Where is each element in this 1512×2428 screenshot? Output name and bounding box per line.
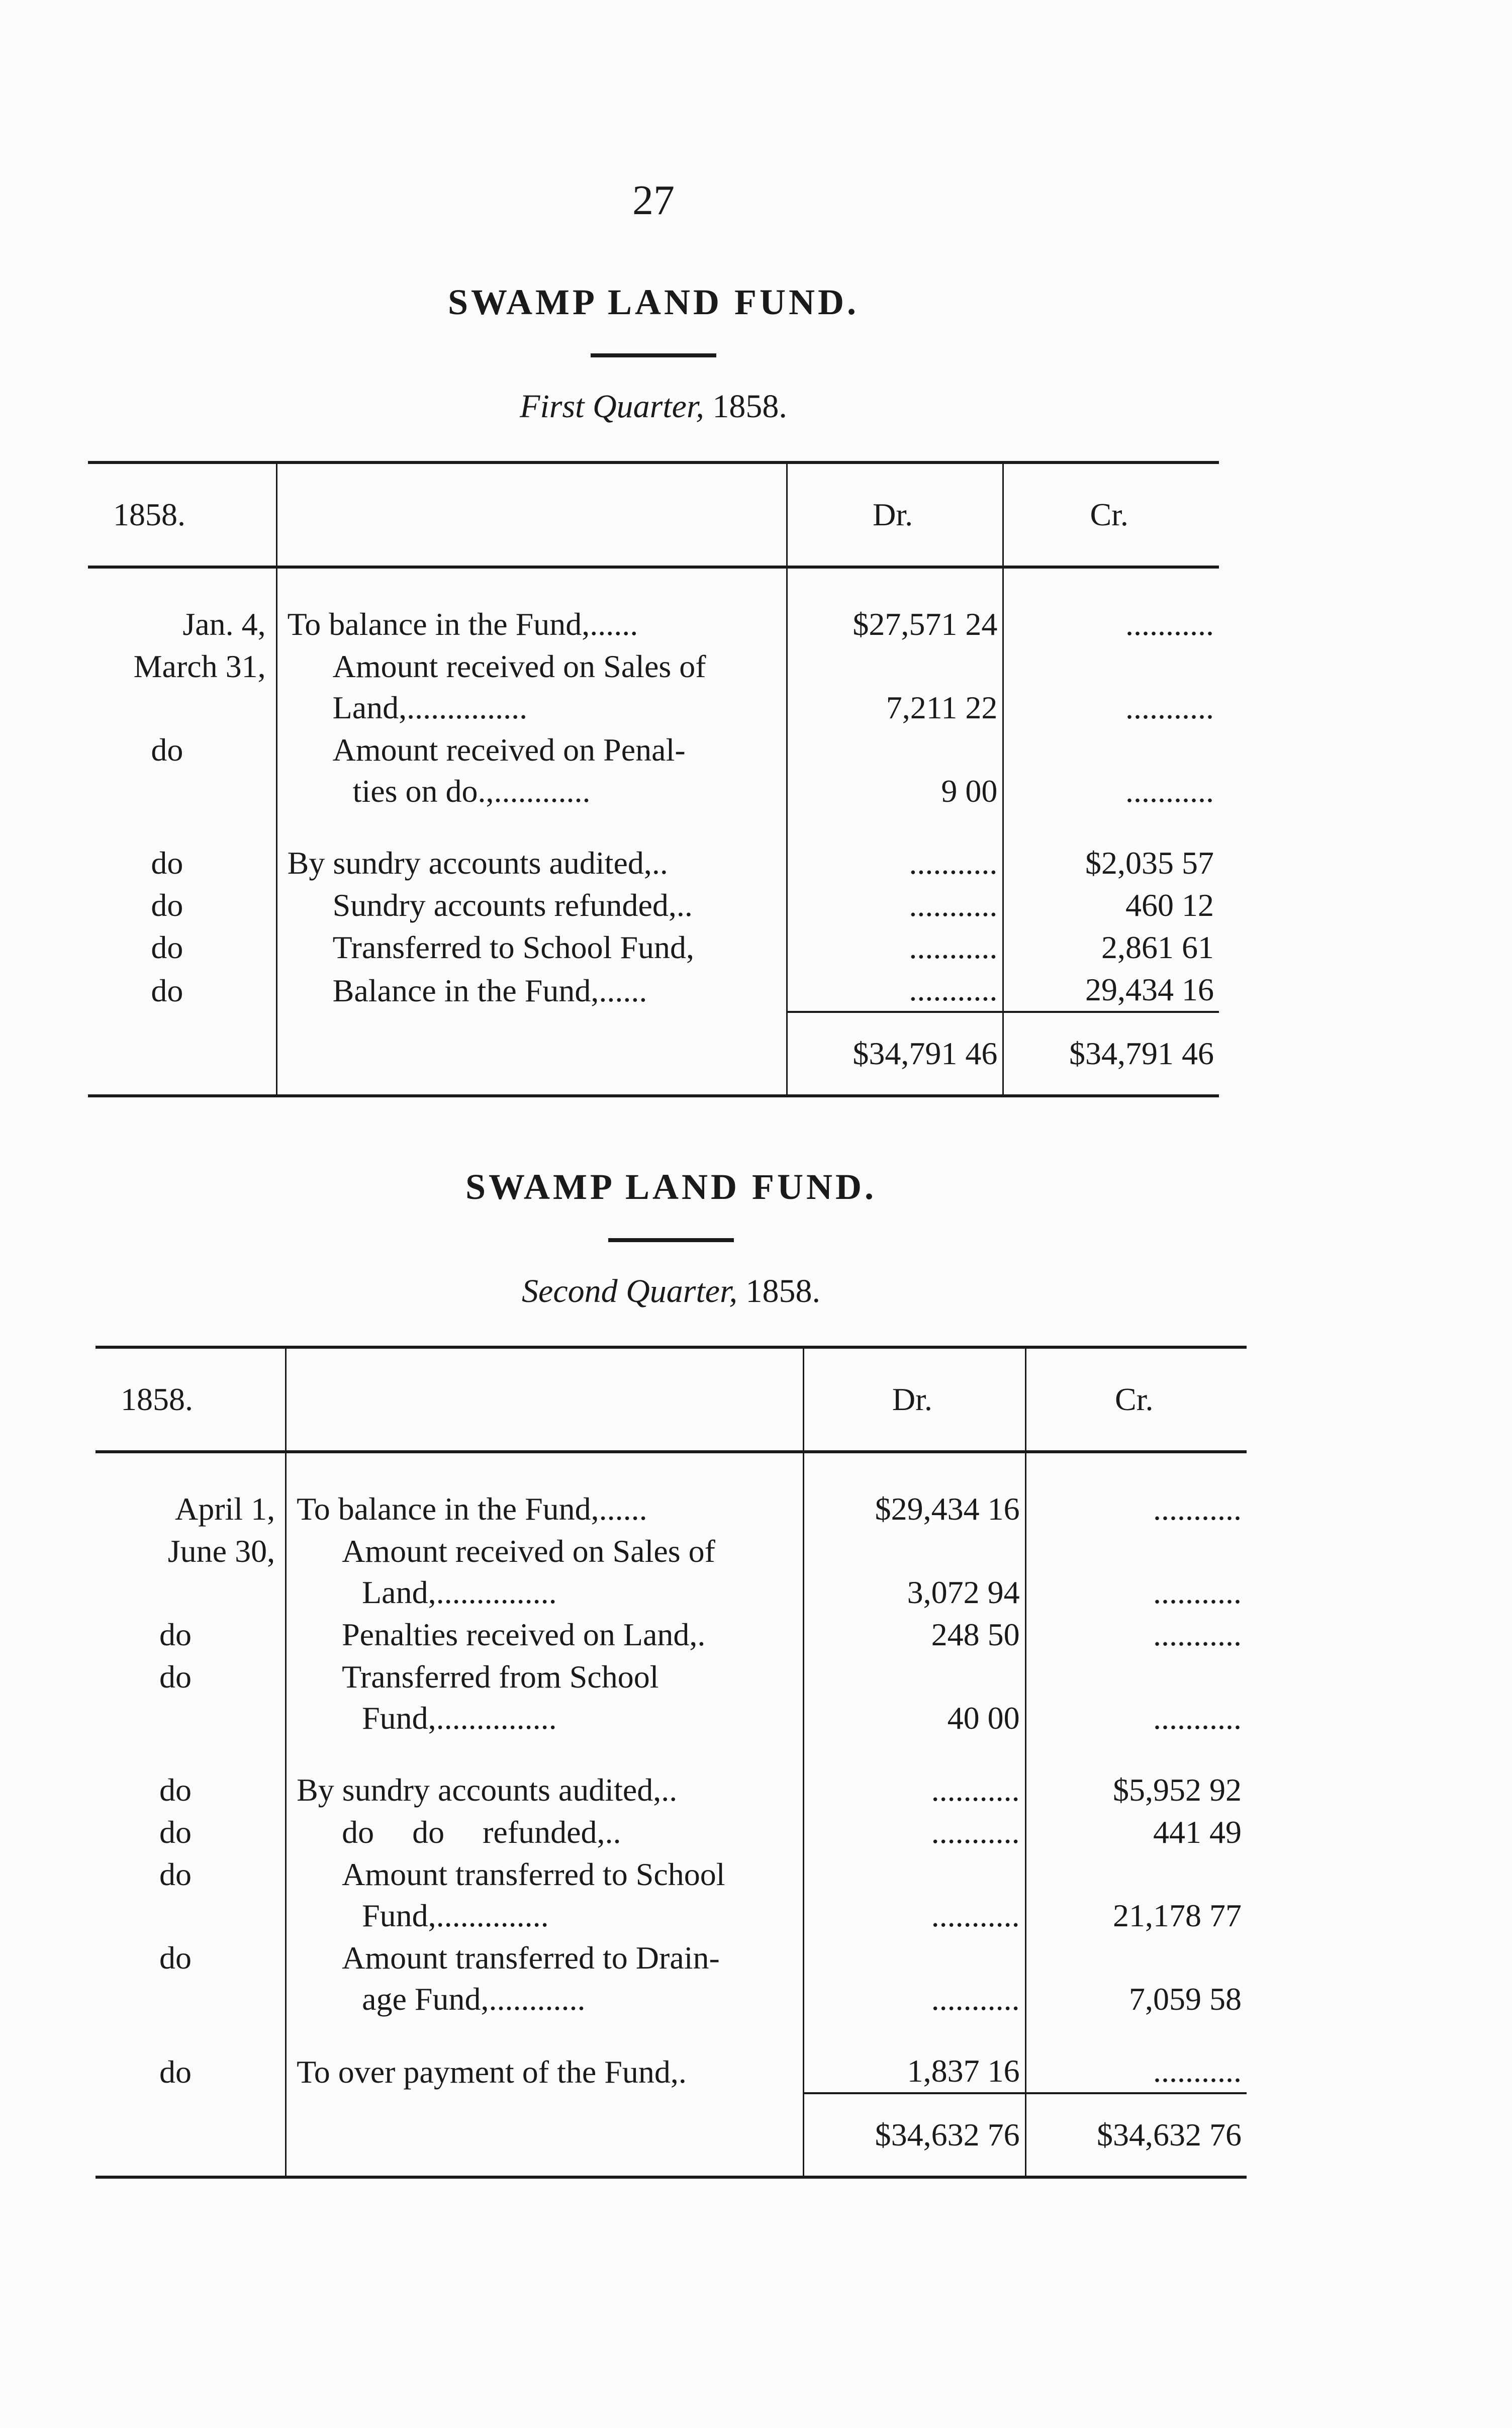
row-credit: ........... bbox=[1003, 567, 1219, 645]
row-date: Jan. 4, bbox=[182, 606, 266, 642]
subtitle-year: 1858. bbox=[745, 1273, 820, 1310]
row-debit: ........... bbox=[804, 1853, 1025, 1937]
totals-description bbox=[276, 1012, 787, 1094]
row-credit: $5,952 92 bbox=[1025, 1739, 1247, 1811]
table-row bbox=[88, 969, 1219, 1012]
row-description: Amount received on Sales of Land,............... bbox=[286, 1530, 804, 1614]
table-row bbox=[96, 2020, 1247, 2093]
row-description: Amount transferred to School Fund,.............. bbox=[286, 1853, 804, 1937]
row-description: By sundry accounts audited,.. bbox=[276, 812, 787, 884]
row-description: Balance in the Fund,...... bbox=[276, 969, 787, 1012]
row-debit: ........... bbox=[787, 812, 1003, 884]
table-row bbox=[96, 1937, 1247, 2020]
row-debit: ........... bbox=[787, 884, 1003, 926]
totals-row bbox=[88, 1012, 1219, 1094]
table-row bbox=[88, 926, 1219, 969]
row-description: To balance in the Fund,...... bbox=[286, 1452, 804, 1530]
row-date: June 30, bbox=[167, 1533, 275, 1569]
table-row bbox=[96, 1853, 1247, 1937]
row-date: do bbox=[159, 1659, 192, 1695]
row-credit: ........... bbox=[1003, 645, 1219, 729]
section-subtitle bbox=[96, 1272, 1247, 1311]
row-credit: ........... bbox=[1025, 1530, 1247, 1614]
table-row bbox=[96, 1452, 1247, 1530]
header-debit: Dr. bbox=[787, 462, 1003, 567]
totals-date bbox=[88, 1012, 276, 1094]
row-date: do bbox=[151, 845, 183, 881]
subtitle-quarter: First Quarter, bbox=[520, 388, 704, 425]
ledger-table bbox=[96, 1346, 1247, 2176]
table-row bbox=[88, 567, 1219, 645]
total-credit: $34,632 76 bbox=[1025, 2093, 1247, 2176]
row-credit: 7,059 58 bbox=[1025, 1937, 1247, 2020]
ledger-section-first-quarter bbox=[88, 282, 1219, 1097]
row-debit: ........... bbox=[804, 1937, 1025, 2020]
row-debit: ........... bbox=[804, 1739, 1025, 1811]
total-debit: $34,632 76 bbox=[804, 2093, 1025, 2176]
row-credit: 2,861 61 bbox=[1003, 926, 1219, 969]
header-description bbox=[276, 462, 787, 567]
row-debit: 7,211 22 bbox=[787, 645, 1003, 729]
title-rule bbox=[591, 353, 716, 357]
row-debit: 248 50 bbox=[804, 1614, 1025, 1656]
subtitle-quarter: Second Quarter, bbox=[522, 1273, 737, 1310]
row-date: March 31, bbox=[133, 648, 266, 684]
row-credit: 460 12 bbox=[1003, 884, 1219, 926]
row-date: do bbox=[151, 929, 183, 965]
row-date: do bbox=[151, 973, 183, 1008]
row-credit: 441 49 bbox=[1025, 1811, 1247, 1853]
row-description: Sundry accounts refunded,.. bbox=[276, 884, 787, 926]
row-date: do bbox=[159, 1617, 192, 1652]
row-debit: 3,072 94 bbox=[804, 1530, 1025, 1614]
row-debit: 1,837 16 bbox=[804, 2020, 1025, 2093]
table-row bbox=[96, 1811, 1247, 1853]
row-description: To balance in the Fund,...... bbox=[276, 567, 787, 645]
row-debit: 40 00 bbox=[804, 1656, 1025, 1739]
header-description bbox=[286, 1347, 804, 1452]
totals-description bbox=[286, 2093, 804, 2176]
row-debit: ........... bbox=[787, 969, 1003, 1012]
title-rule bbox=[608, 1238, 734, 1242]
section-subtitle bbox=[88, 388, 1219, 426]
table-header bbox=[96, 1347, 1247, 1452]
row-description: Amount received on Sales of Land,............... bbox=[276, 645, 787, 729]
header-year: 1858. bbox=[121, 1381, 193, 1417]
table-row bbox=[88, 729, 1219, 812]
table-row bbox=[88, 812, 1219, 884]
row-credit: ........... bbox=[1025, 1614, 1247, 1656]
row-debit: 9 00 bbox=[787, 729, 1003, 812]
table-bottom-rule bbox=[96, 2176, 1247, 2179]
page-number: 27 bbox=[632, 177, 675, 224]
row-date: do bbox=[151, 732, 183, 768]
table-row bbox=[96, 1739, 1247, 1811]
row-debit: ........... bbox=[787, 926, 1003, 969]
row-description: do do refunded,.. bbox=[286, 1811, 804, 1853]
row-credit: ........... bbox=[1025, 2020, 1247, 2093]
row-credit: 29,434 16 bbox=[1003, 969, 1219, 1012]
header-credit: Cr. bbox=[1025, 1347, 1247, 1452]
row-description: Amount received on Penal- ties on do.,............ bbox=[276, 729, 787, 812]
row-credit: ........... bbox=[1003, 729, 1219, 812]
section-title: SWAMP LAND FUND. bbox=[447, 282, 859, 322]
table-row bbox=[96, 1656, 1247, 1739]
header-year: 1858. bbox=[113, 497, 185, 532]
row-date: do bbox=[159, 1856, 192, 1892]
row-debit: $29,434 16 bbox=[804, 1452, 1025, 1530]
row-date: do bbox=[159, 1772, 192, 1808]
row-debit: ........... bbox=[804, 1811, 1025, 1853]
row-date: do bbox=[159, 2054, 192, 2090]
row-description: To over payment of the Fund,. bbox=[286, 2020, 804, 2093]
subtitle-year: 1858. bbox=[712, 388, 787, 425]
row-description: Amount transferred to Drain- age Fund,............ bbox=[286, 1937, 804, 2020]
row-debit: $27,571 24 bbox=[787, 567, 1003, 645]
table-header bbox=[88, 462, 1219, 567]
total-debit: $34,791 46 bbox=[787, 1012, 1003, 1094]
totals-row bbox=[96, 2093, 1247, 2176]
row-date: do bbox=[159, 1940, 192, 1976]
row-date: do bbox=[159, 1814, 192, 1850]
row-date: April 1, bbox=[174, 1491, 275, 1527]
row-date: do bbox=[151, 887, 183, 923]
table-row bbox=[96, 1614, 1247, 1656]
section-title: SWAMP LAND FUND. bbox=[465, 1167, 877, 1207]
row-credit: 21,178 77 bbox=[1025, 1853, 1247, 1937]
table-bottom-rule bbox=[88, 1094, 1219, 1097]
table-row bbox=[88, 645, 1219, 729]
table-row bbox=[96, 1530, 1247, 1614]
ledger-section-second-quarter bbox=[96, 1166, 1247, 2179]
row-credit: $2,035 57 bbox=[1003, 812, 1219, 884]
row-credit: ........... bbox=[1025, 1656, 1247, 1739]
header-debit: Dr. bbox=[804, 1347, 1025, 1452]
table-row bbox=[88, 884, 1219, 926]
row-credit: ........... bbox=[1025, 1452, 1247, 1530]
total-credit: $34,791 46 bbox=[1003, 1012, 1219, 1094]
row-description: Transferred from School Fund,............... bbox=[286, 1656, 804, 1739]
ledger-table bbox=[88, 461, 1219, 1094]
header-credit: Cr. bbox=[1003, 462, 1219, 567]
totals-date bbox=[96, 2093, 286, 2176]
row-description: Transferred to School Fund, bbox=[276, 926, 787, 969]
row-description: Penalties received on Land,. bbox=[286, 1614, 804, 1656]
row-description: By sundry accounts audited,.. bbox=[286, 1739, 804, 1811]
